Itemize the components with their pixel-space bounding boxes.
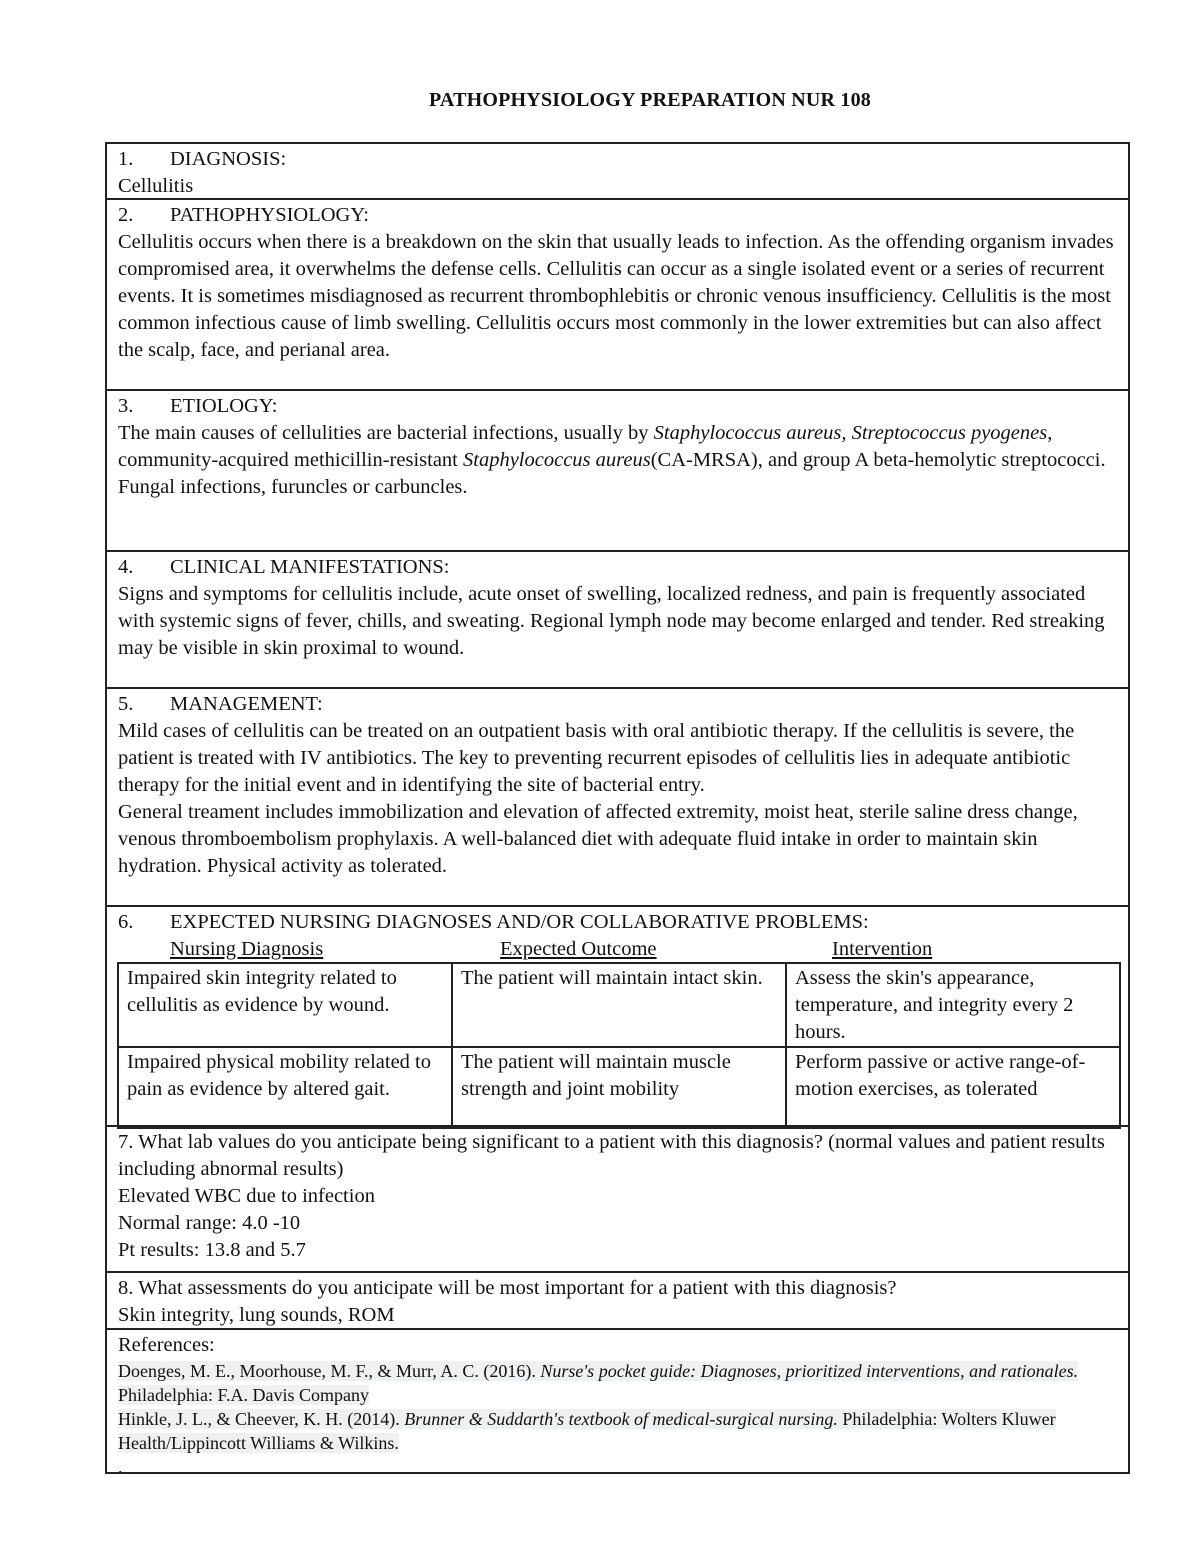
section-nursing-diagnoses (107, 907, 1128, 1127)
table-cell: The patient will maintain intact skin. (452, 963, 786, 1047)
section-number: 5. (118, 693, 134, 715)
section-references (107, 1330, 1128, 1477)
pathophysiology-text: Cellulitis occurs when there is a breakdown on the skin that usually leads to infection. As the offending organism invades compromised area, it overwhelms the defense cells. Cellulitis can occur as a single isolated event or a series of recurrent events. It is sometimes misdiagnosed as recurrent thrombophlebitis or chronic venous insufficiency. Cellulitis is the most common infectious cause of limb swelling. Cellulitis occurs most commonly in the lower extremities but can also affect the scalp, face, and perianal area. (118, 231, 1114, 361)
organism-name: Staphylococcus aureus (463, 449, 651, 471)
column-header: Intervention (832, 938, 933, 960)
diagnosis-text: Cellulitis (118, 175, 194, 197)
prep-form (105, 142, 1130, 1477)
clinical-text: Signs and symptoms for cellulitis include, acute onset of swelling, localized redness, and pain is frequently associated with systemic signs of fever, chills, and sweating. Regional lymph node may become enlarged and tender. Red streaking may be visible in skin proximal to wound. (118, 583, 1105, 659)
book-title: Nurse's pocket guide: Diagnoses, prioritized interventions, and rationales. (540, 1361, 1079, 1381)
section-heading: CLINICAL MANIFESTATIONS: (170, 556, 450, 578)
answer-text: Normal range: 4.0 -10 (118, 1212, 301, 1234)
reference-entry: Hinkle, J. L., & Cheever, K. H. (2014). Brunner & Suddarth's textbook of medical-surgical nursing. Philadelphia: Wolters Kluwer Health/Lippincott Williams & Wilkins. (118, 1409, 1056, 1453)
references-heading: References: (118, 1334, 215, 1356)
management-text: General treament includes immobilization and elevation of affected extremity, moist heat, sterile saline dress change, venous thromboembolism prophylaxis. A well-balanced diet with adequate fluid intake in order to maintain skin hydration. Physical activity as tolerated. (118, 801, 1078, 877)
section-clinical-manifestations (107, 552, 1128, 689)
section-pathophysiology (107, 200, 1128, 391)
table-cell: Perform passive or active range-of-motion exercises, as tolerated (786, 1047, 1120, 1128)
nursing-table-header (118, 936, 1118, 962)
section-heading: MANAGEMENT: (170, 693, 323, 715)
etiology-text: The main causes of cellulities are bacterial infections, usually by Staphylococcus aureus, Streptococcus pyogenes, community-acquired methicillin-resistant Staphylococcus aureus(CA-MRSA), and group A beta-hemolytic streptococci. Fungal infections, furuncles or carbuncles. (118, 422, 1106, 498)
section-number: 6. (118, 911, 134, 933)
table-cell: Assess the skin's appearance, temperature, and integrity every 2 hours. (786, 963, 1120, 1047)
table-row (118, 963, 1120, 1047)
column-header: Expected Outcome (500, 938, 657, 960)
section-diagnosis (107, 144, 1128, 200)
column-header: Nursing Diagnosis (170, 938, 324, 960)
section-heading: DIAGNOSIS: (170, 148, 287, 170)
table-row (118, 1047, 1120, 1128)
reference-entry: Doenges, M. E., Moorhouse, M. F., & Murr, A. C. (2016). Nurse's pocket guide: Diagnoses, prioritized interventions, and rationales. Philadelphia: F.A. Davis Company (118, 1361, 1079, 1405)
table-cell: The patient will maintain muscle strength and joint mobility (452, 1047, 786, 1128)
nursing-diagnosis-table (117, 962, 1121, 1129)
section-heading: ETIOLOGY: (170, 395, 278, 417)
answer-text: Skin integrity, lung sounds, ROM (118, 1304, 395, 1326)
book-title: Brunner & Suddarth's textbook of medical-surgical nursing. (404, 1409, 838, 1429)
section-assessments (107, 1273, 1128, 1330)
trailing-mark: . (118, 1457, 123, 1477)
section-number: 3. (118, 395, 134, 417)
organism-name: Staphylococcus aureus, Streptococcus pyogenes, (653, 422, 1053, 444)
section-management (107, 689, 1128, 907)
table-cell: Impaired physical mobility related to pain as evidence by altered gait. (118, 1047, 452, 1128)
question-text: 8. What assessments do you anticipate will be most important for a patient with this diagnosis? (118, 1277, 897, 1299)
table-cell: Impaired skin integrity related to cellulitis as evidence by wound. (118, 963, 452, 1047)
question-text: 7. What lab values do you anticipate being significant to a patient with this diagnosis? (normal values and patient results including abnormal results) (118, 1131, 1105, 1180)
section-lab-values (107, 1127, 1128, 1273)
page-title: PATHOPHYSIOLOGY PREPARATION NUR 108 (428, 89, 871, 111)
section-number: 2. (118, 204, 134, 226)
section-etiology (107, 391, 1128, 552)
section-number: 4. (118, 556, 134, 578)
answer-text: Elevated WBC due to infection (118, 1185, 375, 1207)
section-heading: PATHOPHYSIOLOGY: (170, 204, 369, 226)
management-text: Mild cases of cellulitis can be treated on an outpatient basis with oral antibiotic therapy. If the cellulitis is severe, the patient is treated with IV antibiotics. The key to preventing recurrent episodes of cellulitis lies in adequate antibiotic therapy for the initial event and in identifying the site of bacterial entry. (118, 720, 1075, 796)
answer-text: Pt results: 13.8 and 5.7 (118, 1239, 306, 1261)
section-number: 1. (118, 148, 134, 170)
section-heading: EXPECTED NURSING DIAGNOSES AND/OR COLLABORATIVE PROBLEMS: (170, 911, 869, 933)
